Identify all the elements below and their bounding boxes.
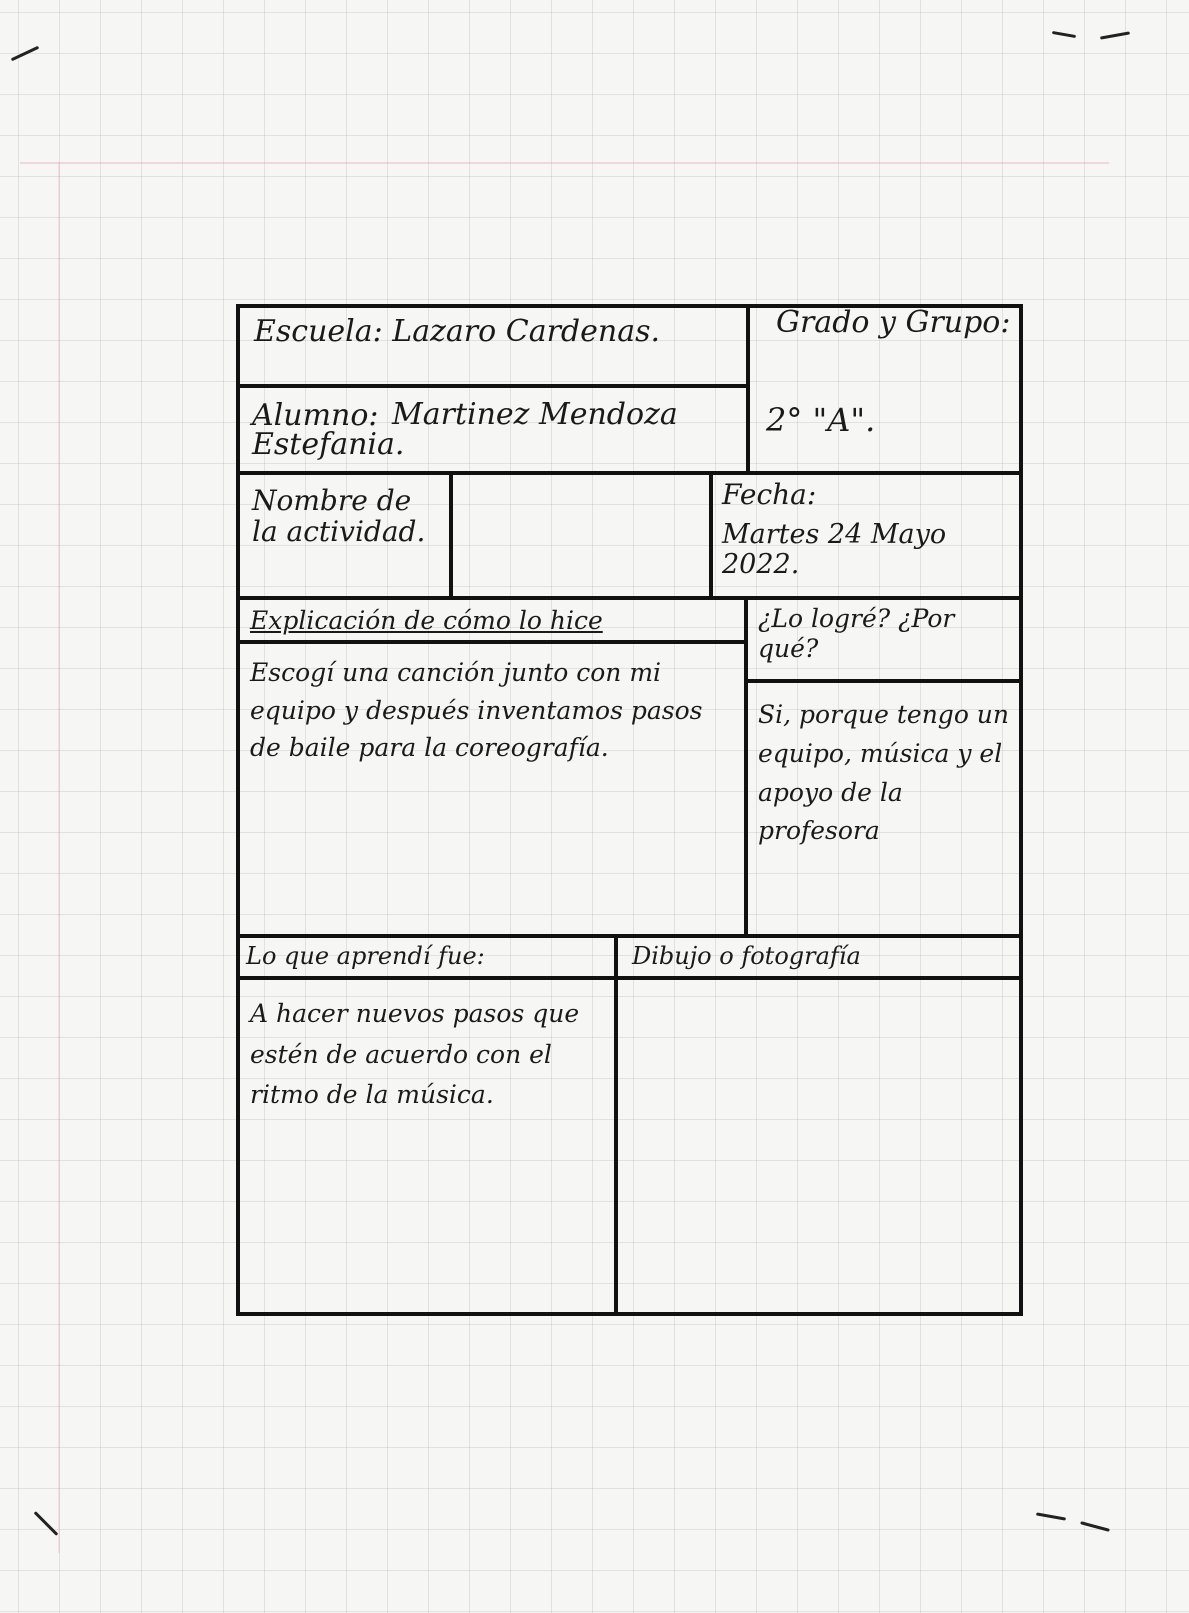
- divider-alumno: [236, 471, 1023, 475]
- explicacion-text: Escogí una canción junto con mi equipo y después inventamos pasos de baile para la coreografía.: [250, 658, 711, 762]
- divider-aprendi-header: [236, 976, 1023, 980]
- dibujo-label: Dibujo o fotografía: [632, 942, 861, 970]
- alumno-label: Alumno:: [252, 398, 379, 433]
- escuela-text: Escuela: Lazaro Cardenas.: [254, 314, 661, 349]
- alumno-value: Martinez Mendoza Estefania.: [252, 397, 688, 462]
- logre-text: Si, porque tengo un equipo, música y el apoyo de la profesora: [758, 700, 1017, 846]
- aprendi-text: A hacer nuevos pasos que estén de acuerdo con el ritmo de la música.: [250, 999, 588, 1109]
- dibujo-area[interactable]: [632, 994, 1012, 1294]
- grado-grupo-label: Grado y Grupo:: [776, 305, 1011, 340]
- divider-fecha: [236, 596, 1023, 600]
- fecha-value: Martes 24 Mayo 2022.: [722, 519, 955, 580]
- divider-explicacion-header: [236, 640, 748, 644]
- divider-aprendi: [236, 934, 1023, 938]
- fecha-label: Fecha:: [722, 478, 817, 511]
- page-margin-line-vertical: [58, 162, 60, 1553]
- divider-explicacion-logre: [744, 596, 748, 936]
- divider-actividad-1: [449, 471, 453, 599]
- logre-label: ¿Lo logré? ¿Por qué?: [758, 604, 963, 663]
- activity-form: [236, 304, 1023, 1351]
- explicacion-label: Explicación de cómo lo hice: [250, 606, 603, 635]
- divider-logre-header: [748, 679, 1023, 683]
- divider-actividad-2: [709, 471, 713, 599]
- actividad-label: Nombre de la actividad.: [252, 484, 426, 548]
- grado-grupo-value: 2° "A".: [766, 401, 876, 439]
- aprendi-label: Lo que aprendí fue:: [246, 942, 485, 970]
- divider-escuela: [236, 384, 750, 388]
- divider-vertical-top: [746, 304, 750, 474]
- page-margin-line: [20, 162, 1109, 164]
- divider-aprendi-dibujo: [614, 934, 618, 1316]
